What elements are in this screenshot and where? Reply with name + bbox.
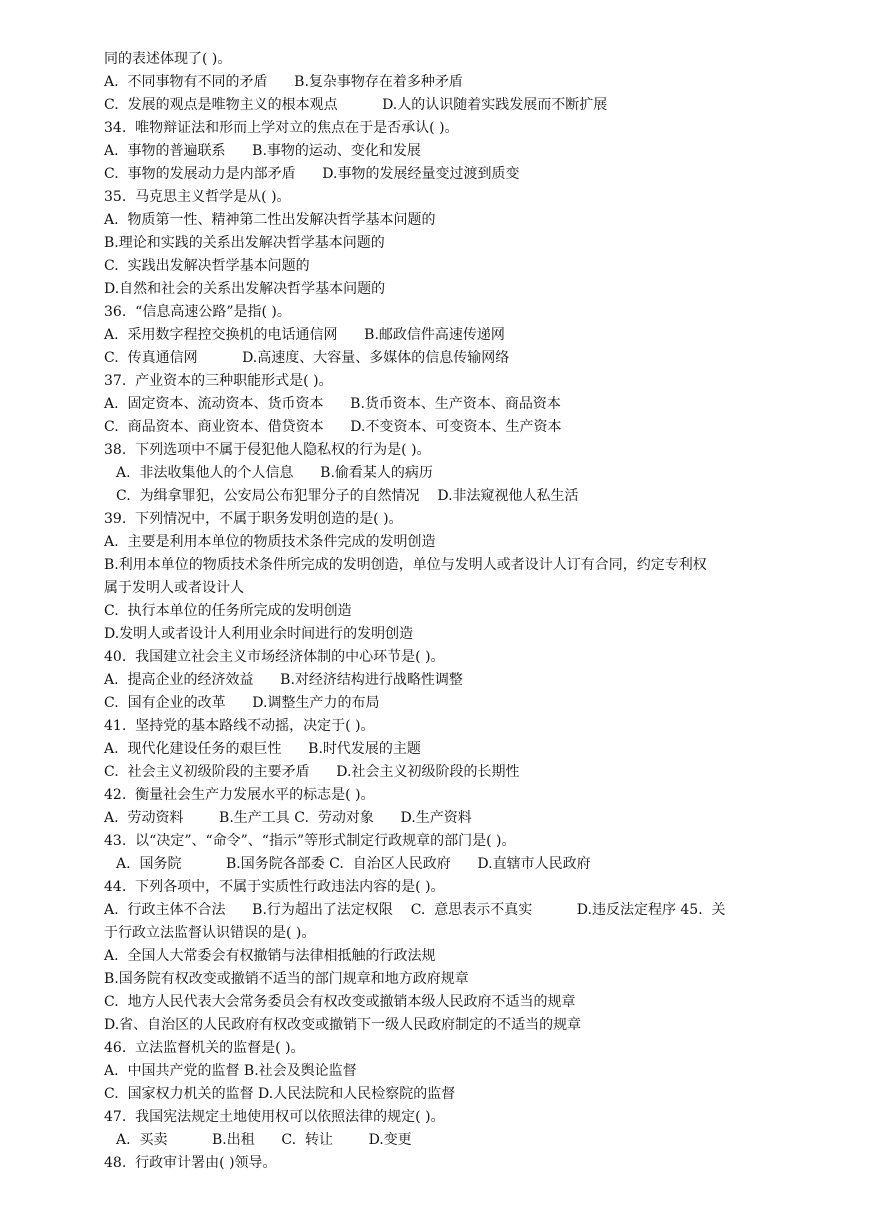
text-line: B.利用本单位的物质技术条件所完成的发明创造，单位与发明人或者设计人订有合同，约定专利权 xyxy=(104,557,707,573)
text-line: 同的表述体现了( )。 xyxy=(104,51,232,67)
text-line: C. 国家权力机关的监督 D.人民法院和人民检察院的监督 xyxy=(104,1086,456,1102)
text-line: D.自然和社会的关系出发解决哲学基本问题的 xyxy=(104,281,386,297)
text-line: 于行政立法监督认识错误的是( )。 xyxy=(104,925,316,941)
text-line: C. 传真通信网 D.高速度、大容量、多媒体的信息传输网络 xyxy=(104,350,510,366)
text-line: A. 不同事物有不同的矛盾 B.复杂事物存在着多种矛盾 xyxy=(104,74,463,90)
text-line: D.发明人或者设计人利用业余时间进行的发明创造 xyxy=(104,626,414,642)
text-line: C. 实践出发解决哲学基本问题的 xyxy=(104,258,310,274)
text-line: C. 事物的发展动力是内部矛盾 D.事物的发展经量变过渡到质变 xyxy=(104,166,520,182)
text-line: 42. 衡量社会生产力发展水平的标志是( )。 xyxy=(104,787,375,803)
text-line: 46. 立法监督机关的监督是( )。 xyxy=(104,1040,305,1056)
text-line: A. 行政主体不合法 B.行为超出了法定权限 C. 意思表示不真实 D.违反法定程序 45. 关 xyxy=(104,902,726,918)
text-line: 属于发明人或者设计人 xyxy=(104,580,244,596)
text-line: 48. 行政审计署由( )领导。 xyxy=(104,1155,277,1171)
text-line: A. 现代化建设任务的艰巨性 B.时代发展的主题 xyxy=(104,741,421,757)
text-line: 36. “信息高速公路”是指( )。 xyxy=(104,304,291,320)
text-line: B.理论和实践的关系出发解决哲学基本问题的 xyxy=(104,235,385,251)
text-line: A. 劳动资料 B.生产工具 C. 劳动对象 D.生产资料 xyxy=(104,810,472,826)
text-line: A. 国务院 B.国务院各部委 C. 自治区人民政府 D.直辖市人民政府 xyxy=(116,856,591,872)
text-line: A. 中国共产党的监督 B.社会及舆论监督 xyxy=(104,1063,357,1079)
text-line: 44. 下列各项中，不属于实质性行政违法内容的是( )。 xyxy=(104,879,445,895)
text-line: A. 物质第一性、精神第二性出发解决哲学基本问题的 xyxy=(104,212,436,228)
text-line: 43. 以“决定”、“命令”、“指示”等形式制定行政规章的部门是( )。 xyxy=(104,833,516,849)
text-line: 47. 我国宪法规定土地使用权可以依照法律的规定( )。 xyxy=(104,1109,445,1125)
text-line: 40. 我国建立社会主义市场经济体制的中心环节是( )。 xyxy=(104,649,445,665)
text-line: 34. 唯物辩证法和形而上学对立的焦点在于是否承认( )。 xyxy=(104,120,459,136)
text-line: 37. 产业资本的三种职能形式是( )。 xyxy=(104,373,333,389)
text-line: 35. 马克思主义哲学是从( )。 xyxy=(104,189,291,205)
text-line: C. 执行本单位的任务所完成的发明创造 xyxy=(104,603,352,619)
text-line: A. 主要是利用本单位的物质技术条件完成的发明创造 xyxy=(104,534,436,550)
question-text-block xyxy=(104,48,784,1175)
text-line: C. 商品资本、商业资本、借贷资本 D.不变资本、可变资本、生产资本 xyxy=(104,419,562,435)
text-line: 41. 坚持党的基本路线不动摇，决定于( )。 xyxy=(104,718,375,734)
text-line: C. 社会主义初级阶段的主要矛盾 D.社会主义初级阶段的长期性 xyxy=(104,764,520,780)
text-line: A. 采用数字程控交换机的电话通信网 B.邮政信件高速传递网 xyxy=(104,327,505,343)
text-line: C. 发展的观点是唯物主义的根本观点 D.人的认识随着实践发展而不断扩展 xyxy=(104,97,608,113)
text-line: 39. 下列情况中，不属于职务发明创造的是( )。 xyxy=(104,511,403,527)
text-line: A. 全国人大常委会有权撤销与法律相抵触的行政法规 xyxy=(104,948,436,964)
text-line: C. 国有企业的改革 D.调整生产力的布局 xyxy=(104,695,380,711)
text-line: A. 非法收集他人的个人信息 B.偷看某人的病历 xyxy=(116,465,433,481)
text-line: C. 为缉拿罪犯，公安局公布犯罪分子的自然情况 D.非法窥视他人私生活 xyxy=(116,488,579,504)
text-line: A. 提高企业的经济效益 B.对经济结构进行战略性调整 xyxy=(104,672,463,688)
text-line: D.省、自治区的人民政府有权改变或撤销下一级人民政府制定的不适当的规章 xyxy=(104,1017,582,1033)
text-line: 38. 下列选项中不属于侵犯他人隐私权的行为是( )。 xyxy=(104,442,431,458)
text-line: A. 固定资本、流动资本、货币资本 B.货币资本、生产资本、商品资本 xyxy=(104,396,561,412)
text-line: A. 买卖 B.出租 C. 转让 D.变更 xyxy=(116,1132,412,1148)
text-line: B.国务院有权改变或撤销不适当的部门规章和地方政府规章 xyxy=(104,971,469,987)
text-line: A. 事物的普遍联系 B.事物的运动、变化和发展 xyxy=(104,143,421,159)
text-line: C. 地方人民代表大会常务委员会有权改变或撤销本级人民政府不适当的规章 xyxy=(104,994,576,1010)
